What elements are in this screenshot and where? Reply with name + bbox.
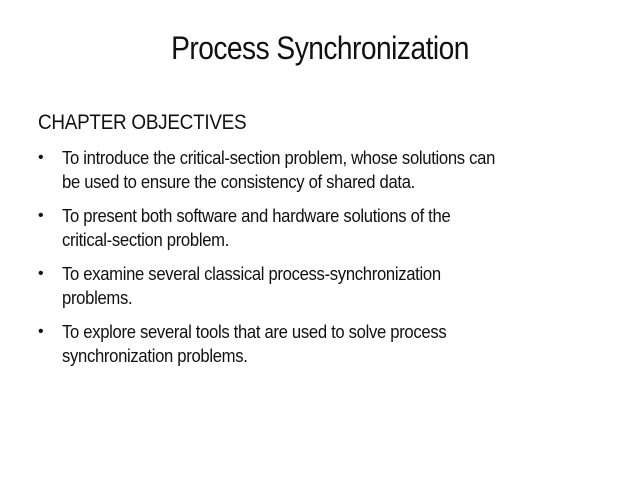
slide-content bbox=[38, 108, 618, 378]
bullet-line: To present both software and hardware solutions of the bbox=[62, 205, 451, 226]
list-item bbox=[38, 320, 622, 368]
bullet-icon: • bbox=[38, 149, 44, 166]
bullet-line: problems. bbox=[62, 287, 133, 308]
list-item bbox=[38, 204, 622, 252]
bullet-text bbox=[62, 204, 620, 252]
bullet-line: To introduce the critical-section problem, whose solutions can bbox=[62, 147, 496, 168]
bullet-line: be used to ensure the consistency of shared data. bbox=[62, 171, 415, 192]
bullet-line: To explore several tools that are used to solve process bbox=[62, 321, 447, 342]
bullet-icon: • bbox=[38, 265, 44, 282]
bullet-icon: • bbox=[38, 207, 44, 224]
objectives-list bbox=[38, 146, 618, 368]
list-item bbox=[38, 262, 622, 310]
section-heading: CHAPTER OBJECTIVES bbox=[38, 111, 247, 134]
bullet-line: To examine several classical process-synchronization bbox=[62, 263, 441, 284]
bullet-text bbox=[62, 320, 620, 368]
bullet-text bbox=[62, 146, 620, 194]
bullet-text bbox=[62, 262, 620, 310]
list-item bbox=[38, 146, 622, 194]
bullet-icon: • bbox=[38, 323, 44, 340]
slide-title: Process Synchronization bbox=[171, 30, 469, 66]
bullet-line: synchronization problems. bbox=[62, 345, 248, 366]
bullet-line: critical-section problem. bbox=[62, 229, 230, 250]
